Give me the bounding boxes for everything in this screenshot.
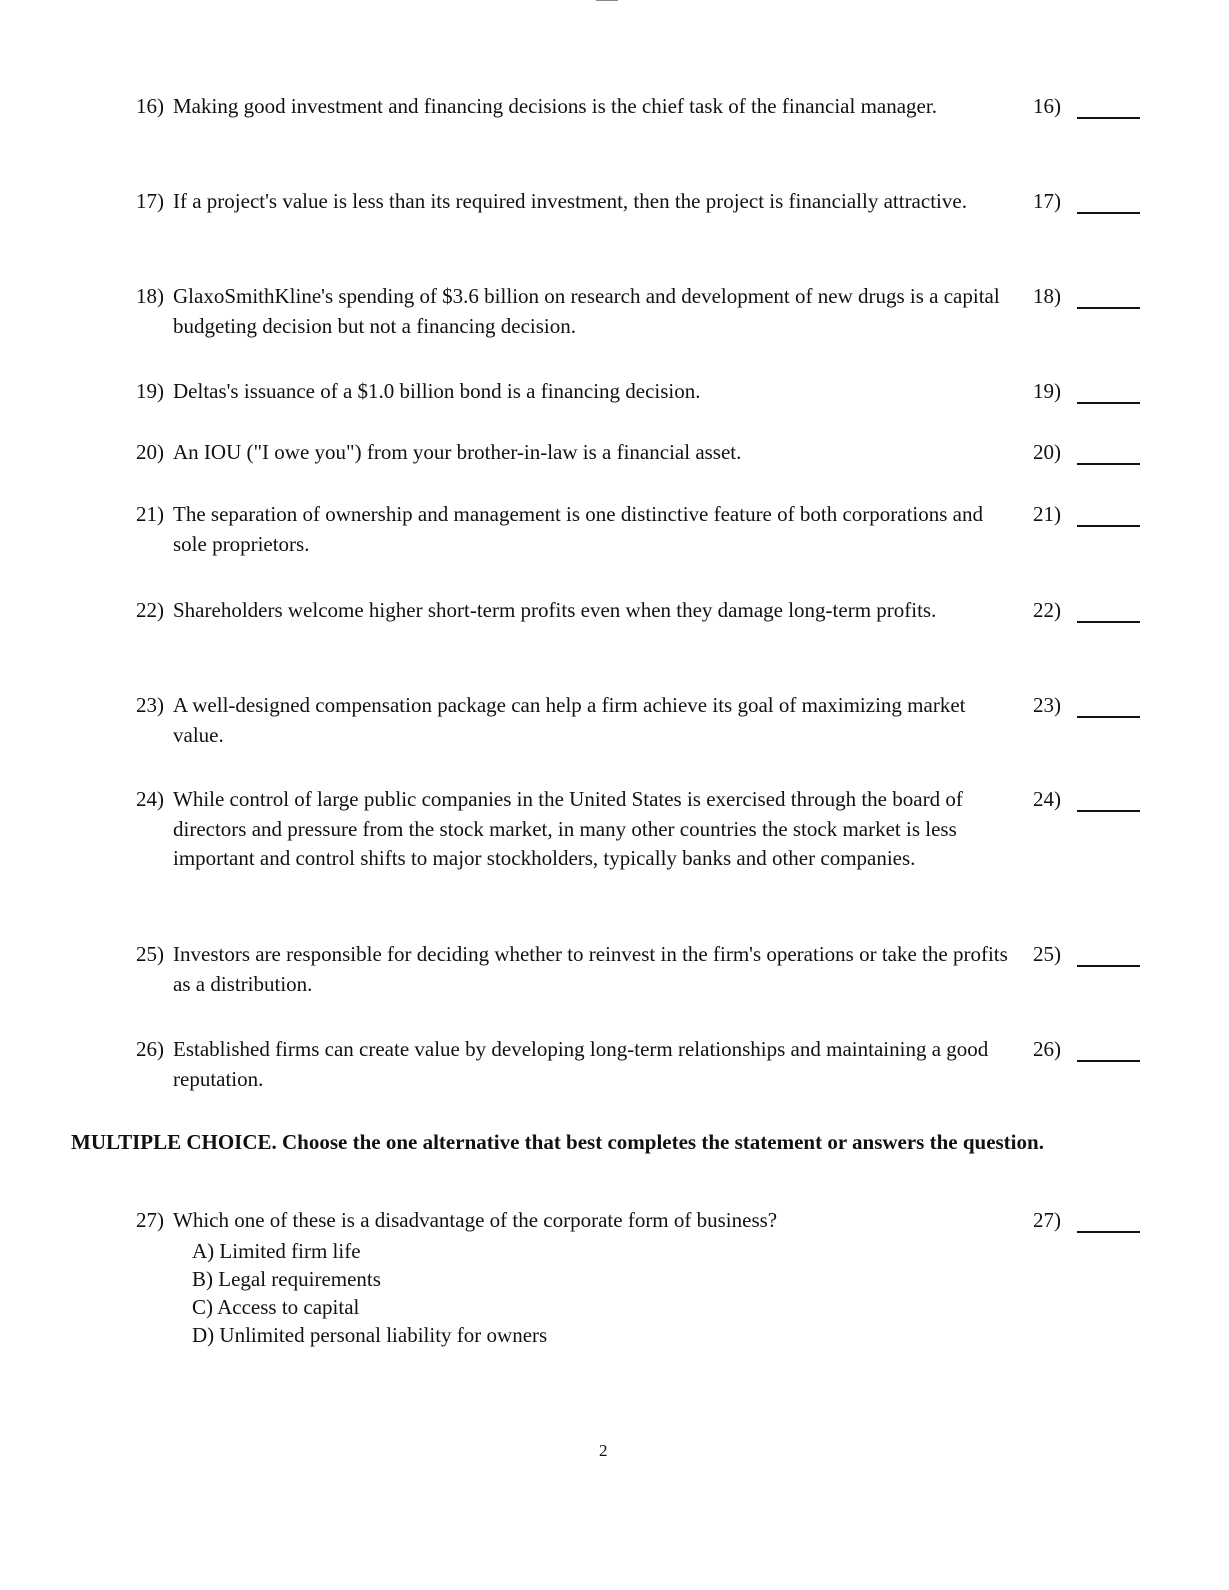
question-18 <box>136 282 1146 341</box>
answer-blank[interactable] <box>1077 965 1140 967</box>
question-21 <box>136 500 1146 559</box>
answer-blank[interactable] <box>1077 117 1140 119</box>
question-number: 20) <box>136 440 164 464</box>
question-number: 19) <box>136 379 164 403</box>
question-text: Investors are responsible for deciding whether to reinvest in the firm's operations or take the profits as a distribution. <box>173 942 1008 996</box>
answer-blank[interactable] <box>1077 307 1140 309</box>
answer-blank[interactable] <box>1077 463 1140 465</box>
question-text: An IOU ("I owe you") from your brother-in-law is a financial asset. <box>173 440 742 464</box>
question-number: 25) <box>136 942 164 966</box>
choice-d[interactable]: D) Unlimited personal liability for owners <box>192 1322 548 1347</box>
answer-number: 19) <box>1033 379 1061 403</box>
question-22 <box>136 596 1146 626</box>
question-27 <box>136 1206 1146 1349</box>
page-number: 2 <box>599 1441 608 1460</box>
question-number: 18) <box>136 284 164 308</box>
answer-blank[interactable] <box>1077 621 1140 623</box>
question-number: 21) <box>136 502 164 526</box>
question-number: 27) <box>136 1208 164 1232</box>
question-text: If a project's value is less than its required investment, then the project is financially attractive. <box>173 189 967 213</box>
question-text: The separation of ownership and management is one distinctive feature of both corporations and sole proprietors. <box>173 502 983 556</box>
answer-number: 16) <box>1033 94 1061 118</box>
section-heading: MULTIPLE CHOICE. Choose the one alternative that best completes the statement or answers the question. <box>71 1130 1044 1154</box>
question-25 <box>136 940 1146 999</box>
question-17 <box>136 187 1146 217</box>
question-26 <box>136 1035 1146 1094</box>
choice-list <box>192 1237 1146 1349</box>
choice-c[interactable]: C) Access to capital <box>192 1294 360 1319</box>
question-16 <box>136 92 1146 122</box>
question-number: 24) <box>136 787 164 811</box>
answer-number: 23) <box>1033 693 1061 717</box>
answer-blank[interactable] <box>1077 810 1140 812</box>
answer-number: 26) <box>1033 1037 1061 1061</box>
question-24 <box>136 785 1146 874</box>
answer-number: 17) <box>1033 189 1061 213</box>
answer-blank[interactable] <box>1077 716 1140 718</box>
question-text: Deltas's issuance of a $1.0 billion bond is a financing decision. <box>173 379 701 403</box>
answer-number: 21) <box>1033 502 1061 526</box>
answer-number: 20) <box>1033 440 1061 464</box>
question-23 <box>136 691 1146 750</box>
question-text: Which one of these is a disadvantage of the corporate form of business? <box>173 1208 778 1232</box>
answer-blank[interactable] <box>1077 1060 1140 1062</box>
page-top-mark <box>596 0 618 1</box>
answer-number: 24) <box>1033 787 1061 811</box>
answer-number: 22) <box>1033 598 1061 622</box>
answer-blank[interactable] <box>1077 402 1140 404</box>
question-text: While control of large public companies in the United States is exercised through the board of directors and pressure from the stock market, in many other countries the stock market is less important and control shifts to major stockholders, typically banks and other companies. <box>173 787 963 871</box>
question-text: Shareholders welcome higher short-term profits even when they damage long-term profits. <box>173 598 937 622</box>
answer-number: 25) <box>1033 942 1061 966</box>
question-number: 26) <box>136 1037 164 1061</box>
question-number: 16) <box>136 94 164 118</box>
question-number: 23) <box>136 693 164 717</box>
question-text: A well-designed compensation package can help a firm achieve its goal of maximizing market value. <box>173 693 966 747</box>
answer-number: 18) <box>1033 284 1061 308</box>
question-number: 22) <box>136 598 164 622</box>
answer-blank[interactable] <box>1077 1231 1140 1233</box>
question-number: 17) <box>136 189 164 213</box>
question-text: Established firms can create value by developing long-term relationships and maintaining a good reputation. <box>173 1037 989 1091</box>
choice-a[interactable]: A) Limited firm life <box>192 1238 361 1263</box>
answer-blank[interactable] <box>1077 212 1140 214</box>
question-19 <box>136 377 1146 407</box>
question-text: GlaxoSmithKline's spending of $3.6 billion on research and development of new drugs is a capital budgeting decision but not a financing decision. <box>173 284 1000 338</box>
question-text: Making good investment and financing decisions is the chief task of the financial manager. <box>173 94 937 118</box>
choice-b[interactable]: B) Legal requirements <box>192 1266 381 1291</box>
answer-number: 27) <box>1033 1208 1061 1232</box>
answer-blank[interactable] <box>1077 525 1140 527</box>
question-20 <box>136 438 1146 468</box>
